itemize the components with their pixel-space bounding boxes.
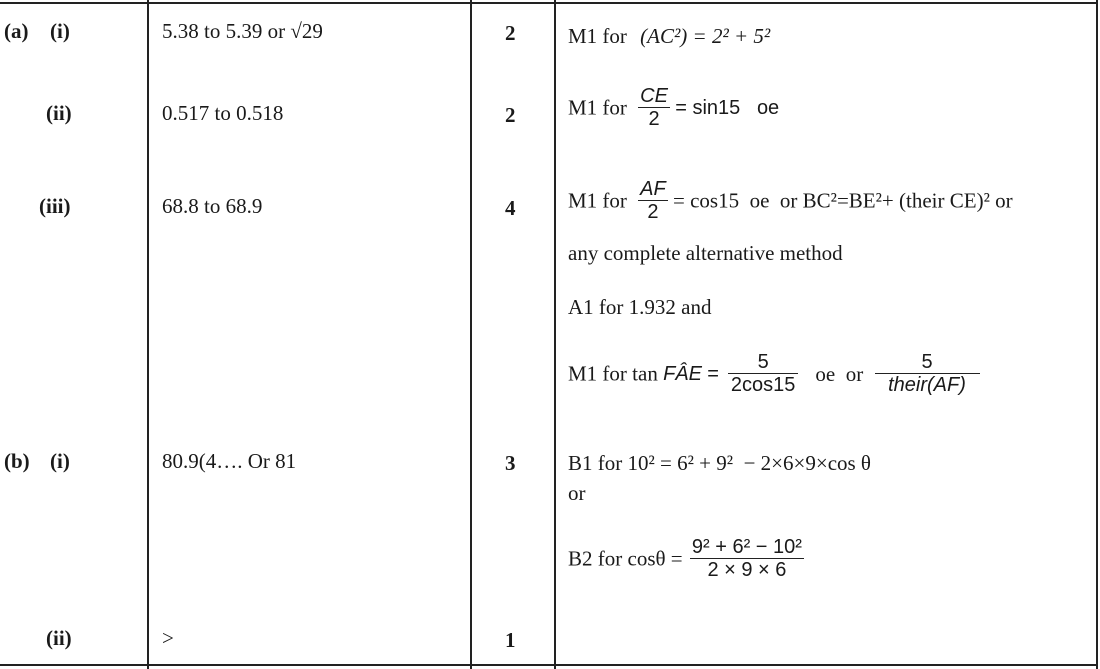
- note-math: =: [707, 363, 719, 385]
- column-divider-1: [147, 0, 149, 669]
- fraction-denominator: 2: [638, 107, 670, 130]
- guidance-note: [568, 179, 1013, 223]
- note-text: M1 for tan: [568, 361, 658, 386]
- note-text: oe or: [815, 361, 864, 386]
- note-text: = cos15 oe or BC²=BE²+ (their CE)² or: [672, 188, 1013, 213]
- fraction: [875, 352, 980, 396]
- fraction: [728, 352, 798, 396]
- guidance-note: [568, 352, 980, 396]
- marks-value: 3: [505, 451, 516, 475]
- subpart-label: (i): [50, 449, 70, 473]
- part-label: (a): [4, 19, 29, 43]
- marks-value: 1: [505, 628, 516, 652]
- answer-text: 5.38 to 5.39 or √29: [162, 19, 323, 43]
- fraction-numerator: AF: [640, 178, 666, 200]
- fraction-denominator: their(AF): [875, 373, 980, 396]
- subpart-label: (ii): [46, 101, 72, 125]
- fraction: [690, 537, 804, 581]
- column-divider-2: [470, 0, 472, 669]
- table-bottom-border: [0, 664, 1098, 666]
- note-math: FÂE: [663, 363, 702, 385]
- note-text: or: [568, 481, 586, 505]
- guidance-note: [568, 86, 779, 130]
- column-divider-3: [554, 0, 556, 669]
- answer-text: 80.9(4…. Or 81: [162, 449, 297, 473]
- fraction-denominator: 2cos15: [728, 373, 798, 396]
- column-divider-right: [1096, 0, 1098, 669]
- fraction: [638, 179, 668, 223]
- note-text: M1 for: [568, 24, 627, 48]
- fraction-denominator: 2: [638, 200, 668, 223]
- note-text: B1 for 10² = 6² + 9² − 2×6×9×cos θ: [568, 451, 871, 475]
- marks-value: 4: [505, 196, 516, 220]
- note-text: B2 for cosθ =: [568, 546, 683, 571]
- fraction-numerator: CE: [640, 85, 668, 107]
- note-text: M1 for: [568, 95, 627, 120]
- answer-text: 68.8 to 68.9: [162, 194, 263, 218]
- part-label: (b): [4, 449, 30, 473]
- fraction-numerator: 5: [757, 351, 769, 373]
- marks-value: 2: [505, 21, 516, 45]
- table-top-border: [0, 2, 1098, 4]
- subpart-label: (ii): [46, 626, 72, 650]
- answer-text: >: [162, 626, 174, 650]
- answer-text: 0.517 to 0.518: [162, 101, 284, 125]
- fraction-denominator: 2 × 9 × 6: [690, 558, 804, 581]
- fraction-numerator: 9² + 6² − 10²: [691, 536, 802, 558]
- subpart-label: (iii): [39, 194, 71, 218]
- note-text: = sin15 oe: [675, 97, 780, 119]
- fraction: [638, 86, 670, 130]
- guidance-note: [568, 537, 804, 581]
- fraction-numerator: 5: [921, 351, 933, 373]
- note-math: (AC²) = 2² + 5²: [640, 24, 771, 48]
- subpart-label: (i): [50, 19, 70, 43]
- note-text: A1 for 1.932 and: [568, 295, 712, 319]
- guidance-note: [568, 26, 770, 47]
- marks-value: 2: [505, 103, 516, 127]
- note-text: any complete alternative method: [568, 241, 843, 265]
- note-text: M1 for: [568, 188, 627, 213]
